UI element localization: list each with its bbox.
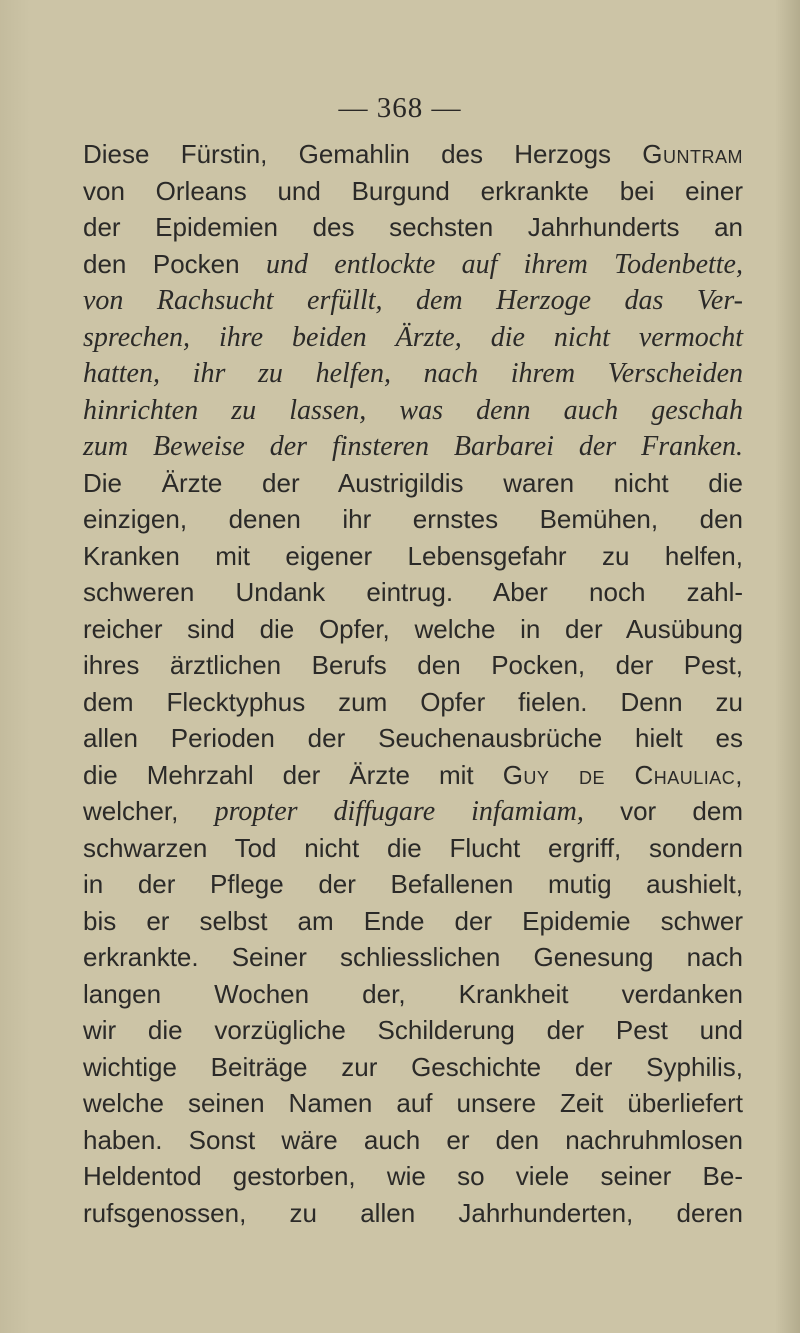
- text-line: [83, 1195, 743, 1232]
- text-line: [83, 282, 743, 319]
- text-line: [83, 136, 743, 173]
- text-line: [83, 684, 743, 721]
- text-line: [83, 538, 743, 575]
- text-line: [83, 209, 743, 246]
- text-span: schwarzen Tod nicht die Flucht ergriff, sondern: [83, 832, 743, 863]
- text-line: [83, 574, 743, 611]
- text-span: zum Beweise der finsteren Barbarei der Franken.: [83, 431, 743, 462]
- text-span: Kranken mit eigener Lebensgefahr zu helfen,: [83, 540, 743, 571]
- text-line: [83, 501, 743, 538]
- text-line: [83, 830, 743, 867]
- text-line: [83, 757, 743, 794]
- text-line: [83, 319, 743, 356]
- text-line: [83, 903, 743, 940]
- text-line: [83, 611, 743, 648]
- text-line: [83, 720, 743, 757]
- text-span: der Epidemien des sechsten Jahrhunderts an: [83, 212, 743, 242]
- text-line: [83, 1158, 743, 1195]
- text-line: [83, 355, 743, 392]
- text-line: [83, 246, 743, 283]
- text-span: propter diffugare infamiam,: [214, 796, 584, 827]
- text-line: [83, 1012, 743, 1049]
- text-span: von Orleans und Burgund erkrankte bei einer: [83, 175, 743, 206]
- text-line: [83, 1085, 743, 1122]
- text-span: haben. Sonst wäre auch er den nachruhmlosen: [83, 1124, 743, 1155]
- text-line: [83, 793, 743, 830]
- text-span: Die Ärzte der Austrigildis waren nicht die: [83, 467, 743, 498]
- text-span: und entlockte auf ihrem Todenbette,: [266, 248, 743, 280]
- text-span: von Rachsucht erfüllt, dem Herzoge das Ver-: [83, 285, 743, 316]
- text-span: rufsgenossen, zu allen Jahrhunderten, deren: [83, 1197, 743, 1228]
- text-span: den Pocken: [83, 248, 267, 279]
- text-line: [83, 1049, 743, 1086]
- text-span: vor dem: [583, 796, 743, 826]
- text-span: bis er selbst am Ende der Epidemie schwer: [83, 905, 743, 936]
- text-line: [83, 1122, 743, 1159]
- text-span: reicher sind die Opfer, welche in der Ausübung: [83, 613, 743, 644]
- text-span: schweren Undank eintrug. Aber noch zahl-: [83, 577, 743, 607]
- text-line: [83, 976, 743, 1013]
- text-span: welcher,: [83, 796, 215, 826]
- text-span: wichtige Beiträge zur Geschichte der Syphilis,: [83, 1051, 743, 1082]
- text-line: [83, 392, 743, 429]
- text-span: in der Pflege der Befallenen mutig aushielt,: [83, 869, 743, 899]
- text-line: [83, 465, 743, 502]
- text-line: [83, 428, 743, 465]
- text-line: [83, 173, 743, 210]
- page-number: — 368 —: [338, 92, 462, 124]
- text-span: Diese Fürstin, Gemahlin des Herzogs: [83, 139, 643, 169]
- text-span: dem Flecktyphus zum Opfer fielen. Denn zu: [83, 686, 743, 717]
- text-span: die Mehrzahl der Ärzte mit: [83, 759, 503, 790]
- text-span: hatten, ihr zu helfen, nach ihrem Verscheiden: [83, 358, 743, 389]
- body-text: [83, 136, 743, 1231]
- text-span: hinrichten zu lassen, was denn auch geschah: [83, 394, 743, 426]
- text-span: langen Wochen der, Krankheit verdanken: [83, 978, 743, 1009]
- text-span: wir die vorzügliche Schilderung der Pest und: [83, 1015, 743, 1045]
- text-span: Guntram: [642, 139, 743, 169]
- text-span: welche seinen Namen auf unsere Zeit überliefert: [83, 1088, 743, 1118]
- text-span: Heldentod gestorben, wie so viele seiner Be-: [83, 1161, 743, 1191]
- text-line: [83, 647, 743, 684]
- text-span: Guy de Chauliac,: [502, 759, 743, 790]
- text-span: ihres ärztlichen Berufs den Pocken, der Pest,: [83, 650, 743, 680]
- text-span: sprechen, ihre beiden Ärzte, die nicht vermocht: [83, 321, 743, 353]
- text-span: erkrankte. Seiner schliesslichen Genesung nach: [83, 942, 743, 972]
- text-span: einzigen, denen ihr ernstes Bemühen, den: [83, 504, 743, 534]
- text-span: allen Perioden der Seuchenausbrüche hielt es: [83, 723, 743, 753]
- text-line: [83, 866, 743, 903]
- text-line: [83, 939, 743, 976]
